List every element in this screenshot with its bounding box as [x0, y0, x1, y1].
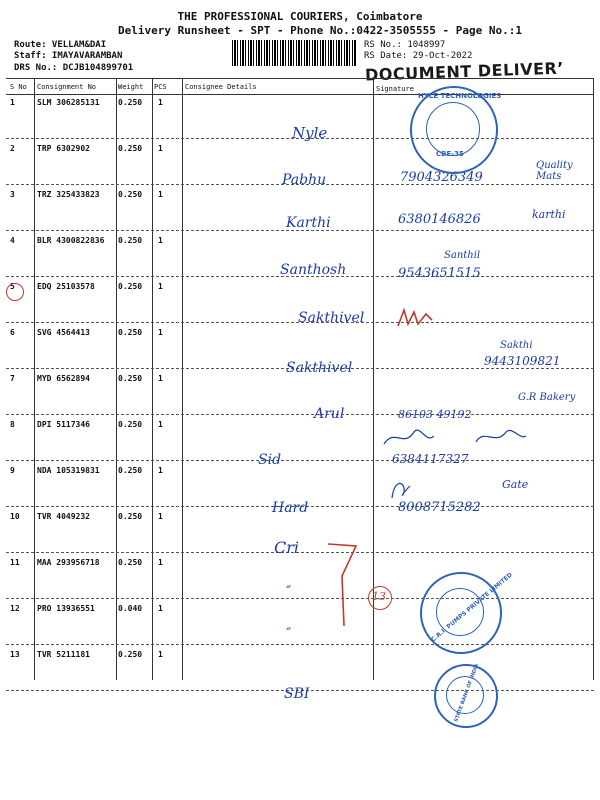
- row-consignment-no: TRP 6302902: [37, 144, 90, 153]
- r3-phone: 6380146826: [398, 212, 481, 227]
- r8-phone: 6384117327: [392, 452, 469, 466]
- row-weight: 0.250: [118, 512, 143, 521]
- r11-mark: ″: [286, 584, 292, 600]
- row-pcs: 1: [158, 650, 163, 659]
- row-consignment-no: TVR 5211181: [37, 650, 90, 659]
- r2-note: Quality Mats: [536, 160, 573, 182]
- runsheet-table: [6, 78, 594, 680]
- row-separator: [6, 460, 594, 461]
- row-sno: 2: [10, 144, 15, 153]
- row-sno: 7: [10, 374, 15, 383]
- r9-sign: Gate: [502, 478, 529, 491]
- circled-number: 13: [372, 590, 386, 603]
- row-consignment-no: BLR 4300822836: [37, 236, 105, 245]
- r5-name: Sakthivel: [298, 310, 365, 326]
- row-weight: 0.040: [118, 604, 143, 613]
- r10-name: Cri: [274, 538, 300, 557]
- row-consignment-no: TVR 4049232: [37, 512, 90, 521]
- row-weight: 0.250: [118, 466, 143, 475]
- r7-name: Arul: [314, 406, 345, 422]
- row-sno: 4: [10, 236, 15, 245]
- row-pcs: 1: [158, 558, 163, 567]
- r9-name: Hard: [272, 500, 309, 516]
- row-sno: 3: [10, 190, 15, 199]
- row-weight: 0.250: [118, 282, 143, 291]
- row-pcs: 1: [158, 328, 163, 337]
- row-weight: 0.250: [118, 420, 143, 429]
- col-pcs: PCS: [154, 83, 167, 91]
- r6-phone: 9443109821: [484, 354, 561, 368]
- row-sno: 5: [10, 282, 15, 291]
- rs-date: RS Date: 29-Oct-2022: [364, 51, 473, 61]
- row-weight: 0.250: [118, 328, 143, 337]
- r2-name: Pabhu: [282, 172, 327, 188]
- rs-number: RS No.: 1048997: [364, 40, 446, 50]
- cri-pumps-stamp: [420, 571, 514, 654]
- row-pcs: 1: [158, 282, 163, 291]
- r2-phone: 7904326349: [400, 170, 483, 185]
- row-consignment-no: DPI 5117346: [37, 420, 90, 429]
- row-pcs: 1: [158, 466, 163, 475]
- row-pcs: 1: [158, 604, 163, 613]
- row-weight: 0.250: [118, 236, 143, 245]
- r6-sign: Sakthi: [500, 340, 533, 351]
- r4-sign: Santhil: [444, 250, 481, 261]
- r7-note: G.R Bakery: [518, 392, 576, 403]
- row-sno: 13: [10, 650, 20, 659]
- row-pcs: 1: [158, 420, 163, 429]
- red-bracket-mark: [322, 540, 362, 630]
- col-consignee: Consignee Details: [185, 83, 257, 91]
- row-consignment-no: SVG 4564413: [37, 328, 90, 337]
- drs-number: DRS No.: DCJB104899701: [14, 63, 134, 73]
- r9-phone: 8008715282: [398, 500, 481, 515]
- route-label: Route: VELLAM&DAI: [14, 40, 107, 50]
- col-signature: Signature: [376, 85, 414, 93]
- r3-sign: karthi: [532, 208, 566, 221]
- r8-signature-scribble: [380, 422, 530, 452]
- row-consignment-no: MYD 6562894: [37, 374, 90, 383]
- row-consignment-no: PRO 13936551: [37, 604, 95, 613]
- row-sno: 12: [10, 604, 20, 613]
- col-weight: Weight: [118, 83, 144, 91]
- row-sno: 1: [10, 98, 15, 107]
- sbi-stamp-text: STATE BANK OF INDIA: [453, 663, 481, 723]
- hyle-stamp-text: HYLE TECHNOLOGIES: [418, 92, 502, 100]
- document-title: THE PROFESSIONAL COURIERS, Coimbatore: [177, 10, 423, 23]
- document-subtitle: Delivery Runsheet - SPT - Phone No.:0422-3505555 - Page No.:1: [118, 24, 522, 37]
- row-sno: 9: [10, 466, 15, 475]
- row-weight: 0.250: [118, 650, 143, 659]
- r13-name: SBI: [284, 686, 310, 702]
- r6-name: Sakthivel: [286, 360, 353, 376]
- r1-name: Nyle: [292, 124, 328, 142]
- row-sno: 8: [10, 420, 15, 429]
- r4-phone: 9543651515: [398, 266, 481, 281]
- r3-name: Karthi: [286, 215, 331, 231]
- cri-stamp-text: C.R.I. PUMPS PRIVATE LIMITED: [429, 571, 514, 644]
- r12-mark: ″: [286, 626, 292, 642]
- r7-phone: 86103 49192: [398, 408, 472, 421]
- staff-label: Staff: IMAYAVARAMBAN: [14, 51, 123, 61]
- hyle-technologies-stamp: [410, 86, 502, 174]
- row-pcs: 1: [158, 236, 163, 245]
- row-consignment-no: NDA 105319831: [37, 466, 100, 475]
- row-separator: [6, 552, 594, 553]
- row-weight: 0.250: [118, 144, 143, 153]
- row-pcs: 1: [158, 98, 163, 107]
- row-separator: [6, 598, 594, 599]
- r8-name: Sid: [258, 452, 282, 468]
- r4-name: Santhosh: [280, 262, 347, 278]
- row-sno: 11: [10, 558, 20, 567]
- row-separator: [6, 644, 594, 645]
- col-sno: S No: [10, 83, 27, 91]
- row-consignment-no: SLM 306285131: [37, 98, 100, 107]
- circled-number-mark: [368, 586, 392, 610]
- row-sno: 10: [10, 512, 20, 521]
- row-pcs: 1: [158, 144, 163, 153]
- row-pcs: 1: [158, 374, 163, 383]
- row-consignment-no: EDQ 25103578: [37, 282, 95, 291]
- row-consignment-no: TRZ 325433823: [37, 190, 100, 199]
- row-sno: 6: [10, 328, 15, 337]
- row-weight: 0.250: [118, 98, 143, 107]
- row-separator: [6, 414, 594, 415]
- barcode: [232, 40, 356, 66]
- row-pcs: 1: [158, 512, 163, 521]
- row-weight: 0.250: [118, 558, 143, 567]
- row5-red-circle: [6, 283, 24, 301]
- r5-signature-scribble: [396, 306, 436, 330]
- col-consignment: Consignment No: [37, 83, 97, 91]
- row-weight: 0.250: [118, 374, 143, 383]
- hyle-stamp-city: CBE-35: [436, 150, 464, 158]
- row-pcs: 1: [158, 190, 163, 199]
- row-consignment-no: MAA 293956718: [37, 558, 100, 567]
- sbi-bank-stamp: [434, 664, 498, 728]
- row-weight: 0.250: [118, 190, 143, 199]
- r9-signature-scribble: [388, 478, 414, 504]
- document-delivery-stamp: DOCUMENT DELIVER’: [364, 58, 565, 85]
